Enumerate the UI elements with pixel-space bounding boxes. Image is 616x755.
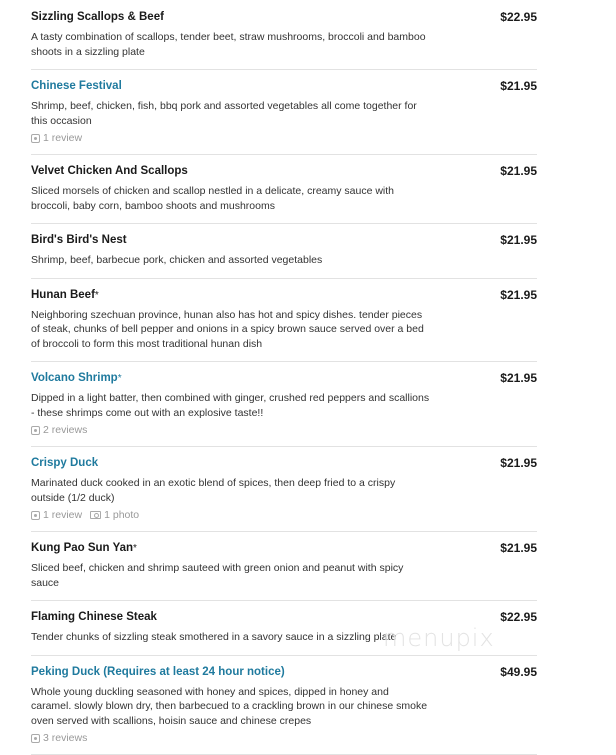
item-price: $21.95 — [500, 456, 537, 471]
item-price: $21.95 — [500, 541, 537, 556]
menu-item — [31, 362, 537, 447]
review-icon — [31, 134, 40, 143]
item-description: Tender chunks of sizzling steak smothered in a savory sauce in a sizzling plate — [31, 630, 431, 645]
item-price: $22.95 — [500, 10, 537, 25]
item-price: $21.95 — [500, 288, 537, 303]
reviews-link[interactable] — [31, 424, 87, 436]
menu-item — [31, 2, 537, 70]
item-name: Velvet Chicken And Scallops — [31, 164, 188, 179]
item-description: A tasty combination of scallops, tender beet, straw mushrooms, broccoli and bamboo shoots in a sizzling plate — [31, 30, 431, 59]
item-description: Neighboring szechuan province, hunan also has hot and spicy dishes. tender pieces of steak, chunks of bell pepper and onions in a spicy brown sauce served over a bed of broccoli to form this most traditional hunan dish — [31, 308, 431, 352]
review-icon — [31, 511, 40, 520]
item-name: Hunan Beef — [31, 289, 95, 301]
reviews-count: 3 reviews — [43, 732, 87, 744]
item-description: Dipped in a light batter, then combined with ginger, crushed red peppers and scallions - these shrimps come out with an explosive taste!! — [31, 391, 431, 420]
menu-item — [31, 70, 537, 155]
item-name: Sizzling Scallops & Beef — [31, 10, 164, 25]
review-icon — [31, 734, 40, 743]
item-name: Kung Pao Sun Yan — [31, 542, 133, 554]
item-name-link[interactable]: Peking Duck (Requires at least 24 hour notice) — [31, 665, 285, 680]
item-description: Shrimp, beef, barbecue pork, chicken and assorted vegetables — [31, 253, 431, 268]
spicy-marker: * — [95, 290, 99, 301]
photos-count: 1 photo — [104, 509, 139, 521]
reviews-count: 1 review — [43, 509, 82, 521]
item-price: $21.95 — [500, 233, 537, 248]
photos-link[interactable] — [90, 509, 139, 521]
camera-icon — [90, 511, 101, 519]
reviews-link[interactable] — [31, 132, 82, 144]
item-price: $22.95 — [500, 610, 537, 625]
menu-item — [31, 447, 537, 532]
item-name: Flaming Chinese Steak — [31, 610, 157, 625]
item-description: Sliced beef, chicken and shrimp sauteed with green onion and peanut with spicy sauce — [31, 561, 431, 590]
reviews-count: 2 reviews — [43, 424, 87, 436]
item-name-link[interactable]: Crispy Duck — [31, 456, 98, 471]
item-name-wrap — [31, 288, 99, 303]
item-price: $49.95 — [500, 665, 537, 680]
reviews-count: 1 review — [43, 132, 82, 144]
item-description: Marinated duck cooked in an exotic blend of spices, then deep fried to a crispy outside (1/2 duck) — [31, 476, 431, 505]
reviews-link[interactable] — [31, 732, 87, 744]
item-price: $21.95 — [500, 164, 537, 179]
item-price: $21.95 — [500, 79, 537, 94]
item-price: $21.95 — [500, 371, 537, 386]
item-name[interactable]: Volcano Shrimp — [31, 372, 118, 384]
review-icon — [31, 426, 40, 435]
menu-item — [31, 656, 537, 755]
item-description: Shrimp, beef, chicken, fish, bbq pork and assorted vegetables all come together for this occasion — [31, 99, 431, 128]
spicy-marker: * — [133, 543, 137, 554]
menu-item — [31, 279, 537, 363]
menu-item — [31, 155, 537, 224]
reviews-link[interactable] — [31, 509, 82, 521]
item-description: Sliced morsels of chicken and scallop nestled in a delicate, creamy sauce with broccoli, baby corn, bamboo shoots and mushrooms — [31, 184, 431, 213]
item-name-wrap — [31, 541, 137, 556]
item-description: Whole young duckling seasoned with honey and spices, dipped in honey and caramel. slowly blown dry, then barbecued to a crackling brown in our chinese smoke oven served with scallions, hoisin sauce and chinese crepes — [31, 685, 431, 729]
watermark-logo: menupix — [383, 624, 495, 652]
item-name-link[interactable]: Chinese Festival — [31, 79, 122, 94]
item-name: Bird's Bird's Nest — [31, 233, 127, 248]
item-name-link[interactable] — [31, 371, 122, 386]
menu-item — [31, 224, 537, 279]
menu-item — [31, 532, 537, 601]
spicy-marker: * — [118, 373, 122, 384]
